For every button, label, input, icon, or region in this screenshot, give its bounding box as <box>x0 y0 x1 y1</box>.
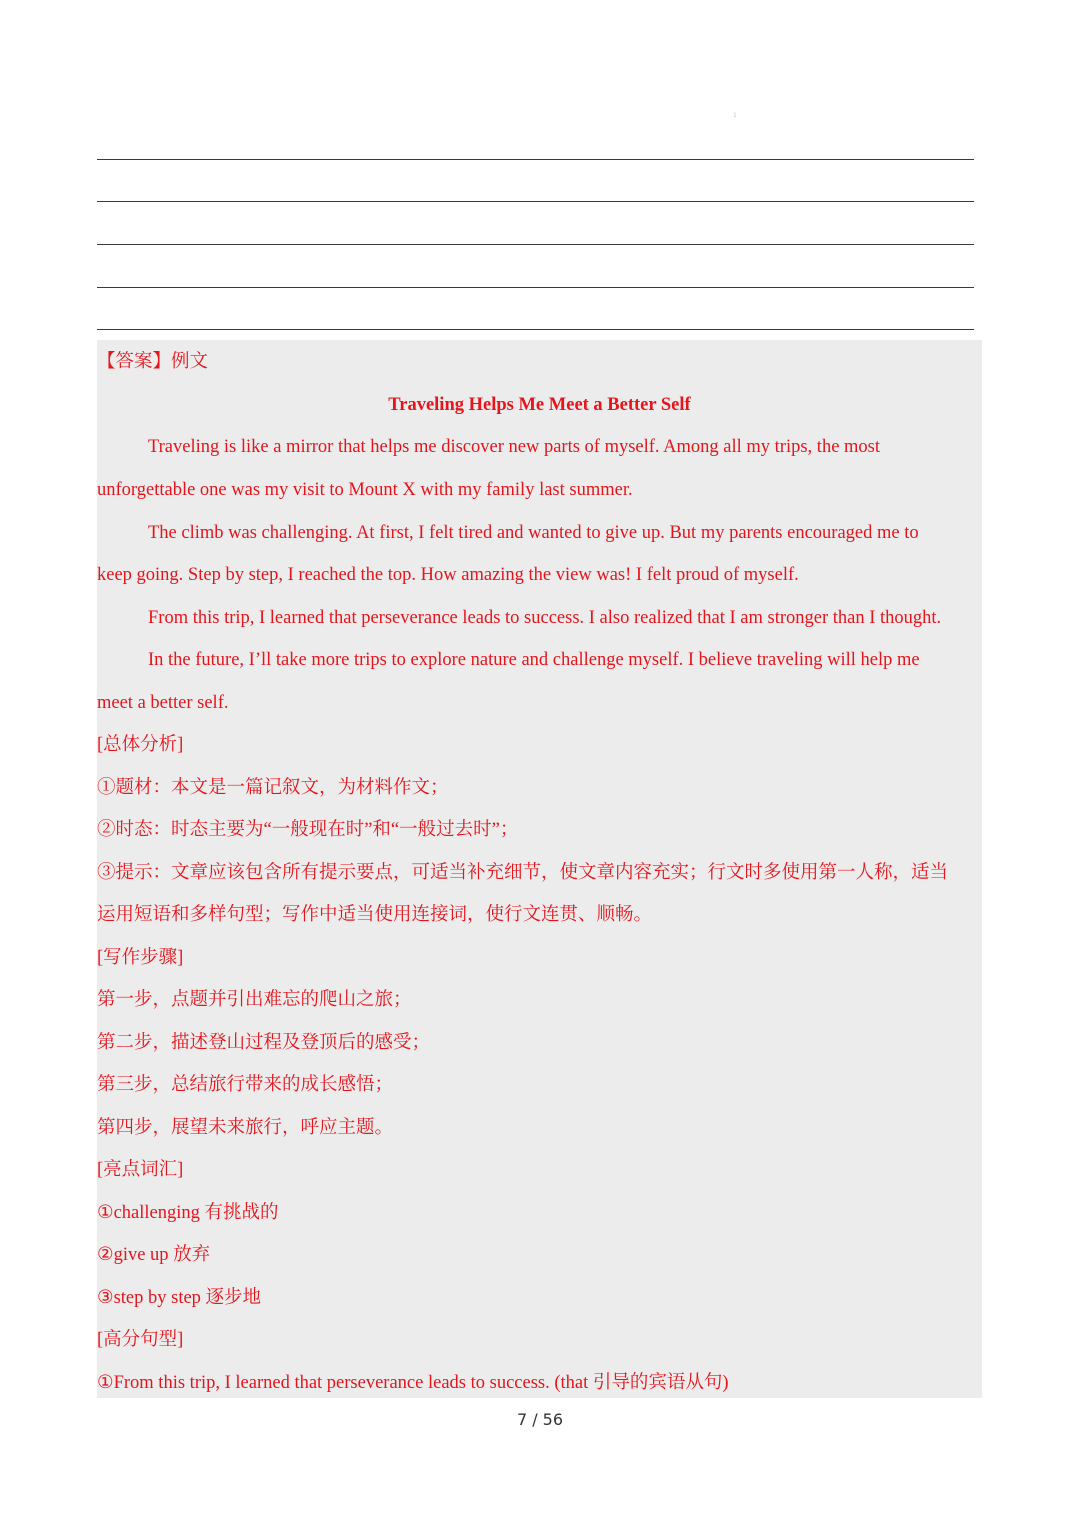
essay-title: Traveling Helps Me Meet a Better Self <box>388 395 691 415</box>
header-mark: 1 <box>733 112 737 119</box>
essay-paragraph-line: In the future, I’ll take more trips to explore nature and challenge myself. I believe traveling will help me <box>148 650 920 670</box>
step-item: 第一步，点题并引出难忘的爬山之旅； <box>97 990 412 1010</box>
essay-paragraph-line: The climb was challenging. At first, I felt tired and wanted to give up. But my parents encouraged me to <box>148 523 919 543</box>
essay-paragraph-line: meet a better self. <box>97 693 229 713</box>
step-item: 第四步，展望未来旅行，呼应主题。 <box>97 1118 394 1138</box>
essay-paragraph-line: keep going. Step by step, I reached the top. How amazing the view was! I felt proud of myself. <box>97 565 799 585</box>
essay-paragraph-line: unforgettable one was my visit to Mount X with my family last summer. <box>97 480 633 500</box>
step-item: 第二步，描述登山过程及登顶后的感受； <box>97 1033 431 1053</box>
answer-blank-line <box>97 201 974 202</box>
essay-paragraph-line: Traveling is like a mirror that helps me discover new parts of myself. Among all my trips, the most <box>148 437 881 457</box>
analysis-item: 运用短语和多样句型；写作中适当使用连接词，使行文连贯、顺畅。 <box>97 905 653 925</box>
analysis-item: ③提示：文章应该包含所有提示要点，可适当补充细节，使文章内容充实；行文时多使用第一人称，适当 <box>97 863 949 883</box>
vocab-item: ③step by step 逐步地 <box>97 1288 262 1308</box>
answer-blank-line <box>97 244 974 245</box>
analysis-item: ②时态：时态主要为“一般现在时”和“一般过去时”； <box>97 820 519 840</box>
vocab-item: ②give up 放弃 <box>97 1245 211 1265</box>
page-number: 7 / 56 <box>516 1410 564 1429</box>
answer-blank-line <box>97 329 974 330</box>
answer-label: 【答案】例文 <box>97 352 209 372</box>
vocab-item: ①challenging 有挑战的 <box>97 1203 279 1223</box>
sentence-item: ①From this trip, I learned that perseverance leads to success. (that 引导的宾语从句) <box>97 1373 729 1393</box>
analysis-item: ①题材：本文是一篇记叙文，为材料作文； <box>97 778 449 798</box>
essay-paragraph-line: From this trip, I learned that perseverance leads to success. I also realized that I am stronger than I thought. <box>148 608 942 628</box>
answer-blank-line <box>97 287 974 288</box>
step-item: 第三步，总结旅行带来的成长感悟； <box>97 1075 394 1095</box>
steps-heading: [写作步骤] <box>97 948 184 968</box>
vocab-heading: [亮点词汇] <box>97 1160 184 1180</box>
analysis-heading: [总体分析] <box>97 735 184 755</box>
answer-blank-line <box>97 159 974 160</box>
sentences-heading: [高分句型] <box>97 1330 184 1350</box>
